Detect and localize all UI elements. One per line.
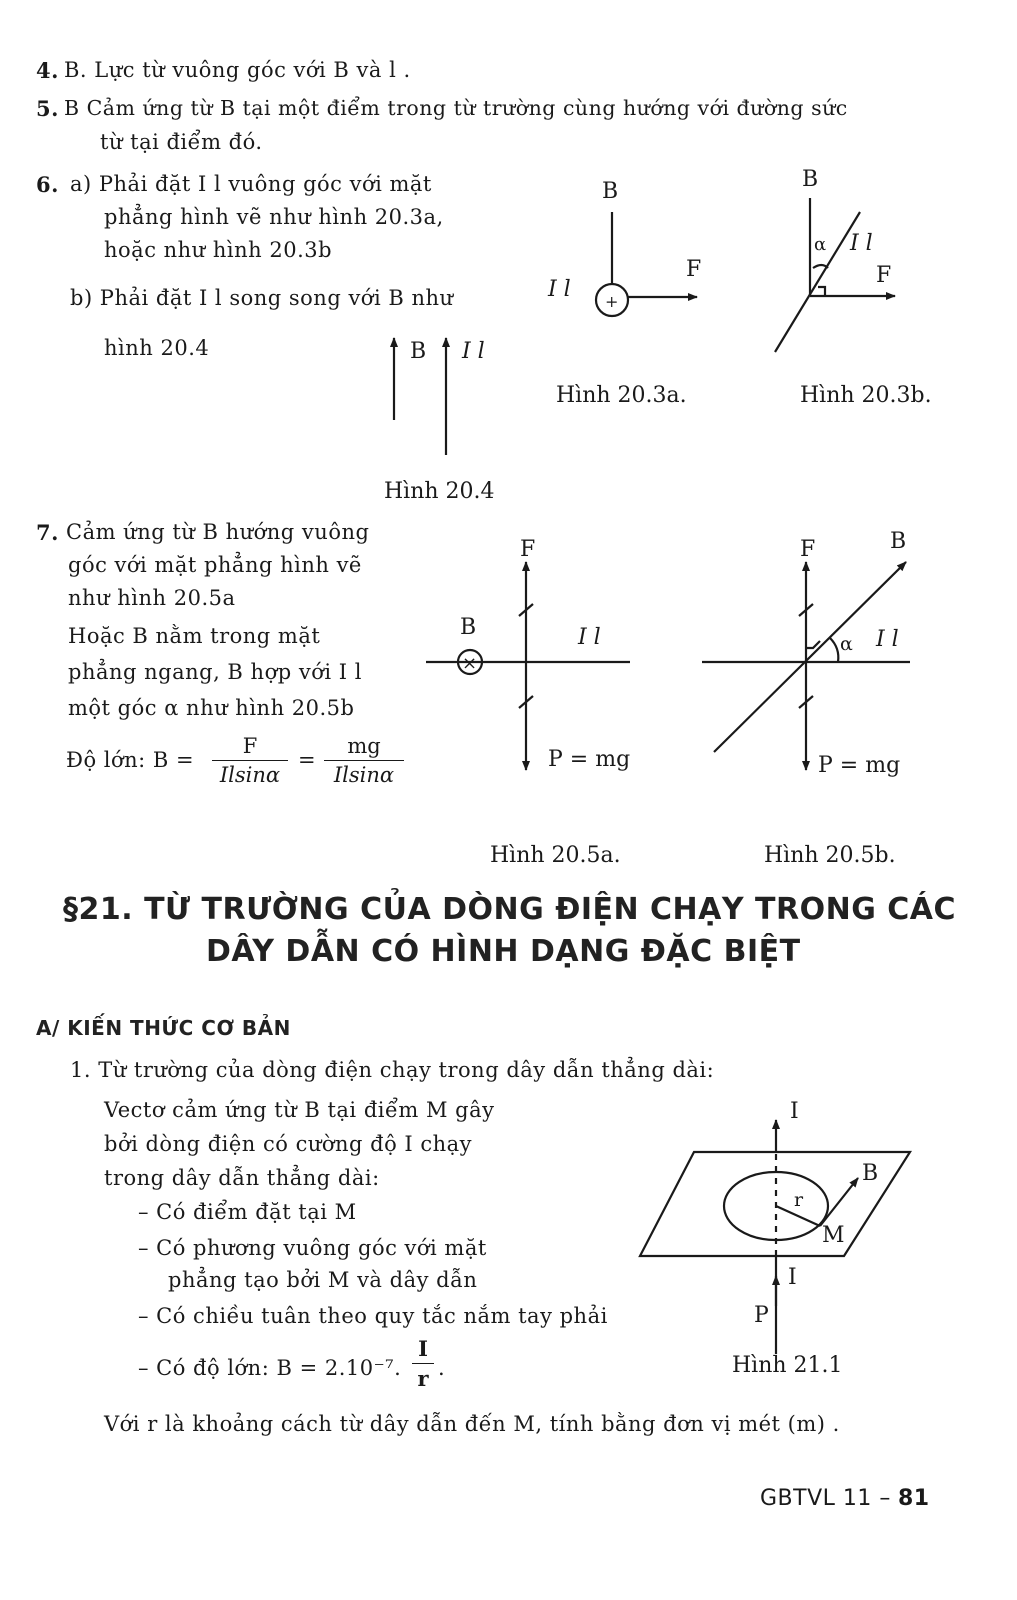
answer-5-line2: từ tại điểm đó. [100,130,263,154]
answer-4-number: 4. [36,58,59,83]
figure-20-3a [547,179,701,408]
figure-20-4 [384,338,495,504]
item-1-p2: bởi dòng điện có cường độ I chạy [104,1132,473,1156]
fig-20-3b-right-angle [818,287,825,296]
figure-20-3b [775,167,932,408]
fig-20-3b-alpha: α [814,234,827,255]
answer-7-line1: Cảm ứng từ B hướng vuông [66,520,370,544]
fig-21-1-b-label: B [862,1161,879,1186]
formula-f2-num: mg [324,734,404,761]
answer-6a-line1: a) Phải đặt I l vuông góc với mặt [70,172,432,196]
item-1-title: 1. Từ trường của dòng điện chạy trong dây dẫn thẳng dài: [70,1058,715,1082]
fig-20-3b-b-label: B [802,167,819,192]
fig-20-5a-il-label: I l [578,625,601,650]
answer-7-line3: như hình 20.5a [68,586,236,610]
fig-20-5b-p-label: P = mg [818,753,901,778]
fig-20-3b-f-label: F [876,263,892,288]
fig-20-3a-caption: Hình 20.3a. [556,383,687,408]
answer-6a-line2: phẳng hình vẽ như hình 20.3a, [104,205,444,229]
figure-21-1 [640,1099,910,1378]
fig-20-5a-f-label: F [520,537,536,562]
fig-20-4-b-label: B [410,339,427,364]
item-1-p1: Vectơ cảm ứng từ B tại điểm M gây [104,1098,495,1122]
fig-21-1-m-label: M [822,1223,845,1248]
fig-20-3a-f-label: F [686,257,702,282]
fig-20-5b-f-label: F [800,537,816,562]
fig-20-3b-current-line [775,212,860,352]
formula-lhs: Độ lớn: B = [66,748,195,772]
item-1-d4-end: . [438,1356,446,1380]
fig-20-3b-il-label: I l [850,231,873,256]
fig-20-3a-b-label: B [602,179,619,204]
fig-21-1-caption: Hình 21.1 [732,1353,843,1378]
fig-20-5b-alpha: α [840,633,853,655]
answer-5-number: 5. [36,96,59,121]
fig-20-4-il-label: I l [462,339,485,364]
answer-7-line6: một góc α như hình 20.5b [68,696,355,720]
fig-20-5a-b-label: B [460,615,477,640]
fig-20-5b-right-angle [806,641,820,648]
fig-21-1-b-arrow [820,1178,858,1226]
item-1-d4: – Có độ lớn: B = 2.10⁻⁷. [138,1356,402,1380]
fig-20-5a-cross: × [462,653,478,674]
formula-equals: = [298,748,317,772]
fig-20-5b-caption: Hình 20.5b. [764,843,896,868]
item-1-d3: – Có chiều tuân theo quy tắc nắm tay phải [138,1304,608,1328]
fig-20-3a-plus: + [605,292,619,311]
footer-book: GBTVL 11 – [760,1486,891,1511]
answer-7-line5: phẳng ngang, B hợp với I l [68,660,362,684]
item-1-d2b: phẳng tạo bởi M và dây dẫn [168,1268,478,1292]
item-1-d1: – Có điểm đặt tại M [138,1200,357,1224]
section-title-line1: §21. TỪ TRƯỜNG CỦA DÒNG ĐIỆN CHẠY TRONG CÁC [63,892,957,927]
fig-20-5a-p-label: P = mg [548,747,631,772]
answer-4-text: B. Lực từ vuông góc với B và l . [64,58,411,82]
item-1-frac-den: r [417,1366,429,1391]
answer-6a-line3: hoặc như hình 20.3b [104,238,333,262]
item-1-frac-num: I [412,1336,434,1364]
answer-6b-line1: b) Phải đặt I l song song với B như [70,286,454,310]
subhead-basic-knowledge: A/ KIẾN THỨC CƠ BẢN [36,1016,291,1040]
formula-f2-den: Ilsinα [333,763,395,787]
fig-20-5b-il-label: I l [876,627,899,652]
item-1-d2a: – Có phương vuông góc với mặt [138,1236,487,1260]
fig-20-3a-il-label: I l [548,277,571,302]
fig-20-5a-caption: Hình 20.5a. [490,843,621,868]
item-1-p3: trong dây dẫn thẳng dài: [104,1166,380,1190]
fig-21-1-i-top: I [790,1099,799,1124]
fig-21-1-p-label: P [754,1303,769,1328]
answer-7-line4: Hoặc B nằm trong mặt [68,624,321,648]
section-title-line2: DÂY DẪN CÓ HÌNH DẠNG ĐẶC BIỆT [206,934,801,969]
item-1-fraction [412,1336,434,1391]
item-1-last-line: Với r là khoảng cách từ dây dẫn đến M, tính bằng đơn vị mét (m) . [104,1412,840,1436]
answer-5-line1: B Cảm ứng từ B tại một điểm trong từ trường cùng hướng với đường sức [64,96,848,120]
fig-21-1-i-bot: I [788,1265,797,1290]
figure-20-5b [702,529,910,868]
formula-f1-num: F [212,734,288,761]
fig-20-5b-angle-arc [830,638,838,662]
answer-6b-line2: hình 20.4 [104,336,210,360]
answer-6-number: 6. [36,172,59,197]
fig-20-4-caption: Hình 20.4 [384,479,495,504]
answer-7-line2: góc với mặt phẳng hình vẽ [68,553,362,577]
formula-f1-den: Ilsinα [219,763,281,787]
fig-21-1-r-label: r [794,1189,804,1211]
fig-20-5b-b-label: B [890,529,907,554]
fig-20-5b-b-arrow [714,562,906,752]
footer-page-number: 81 [898,1486,930,1511]
figure-20-5a [426,537,630,868]
answer-7-number: 7. [36,520,59,545]
fig-20-3b-caption: Hình 20.3b. [800,383,932,408]
